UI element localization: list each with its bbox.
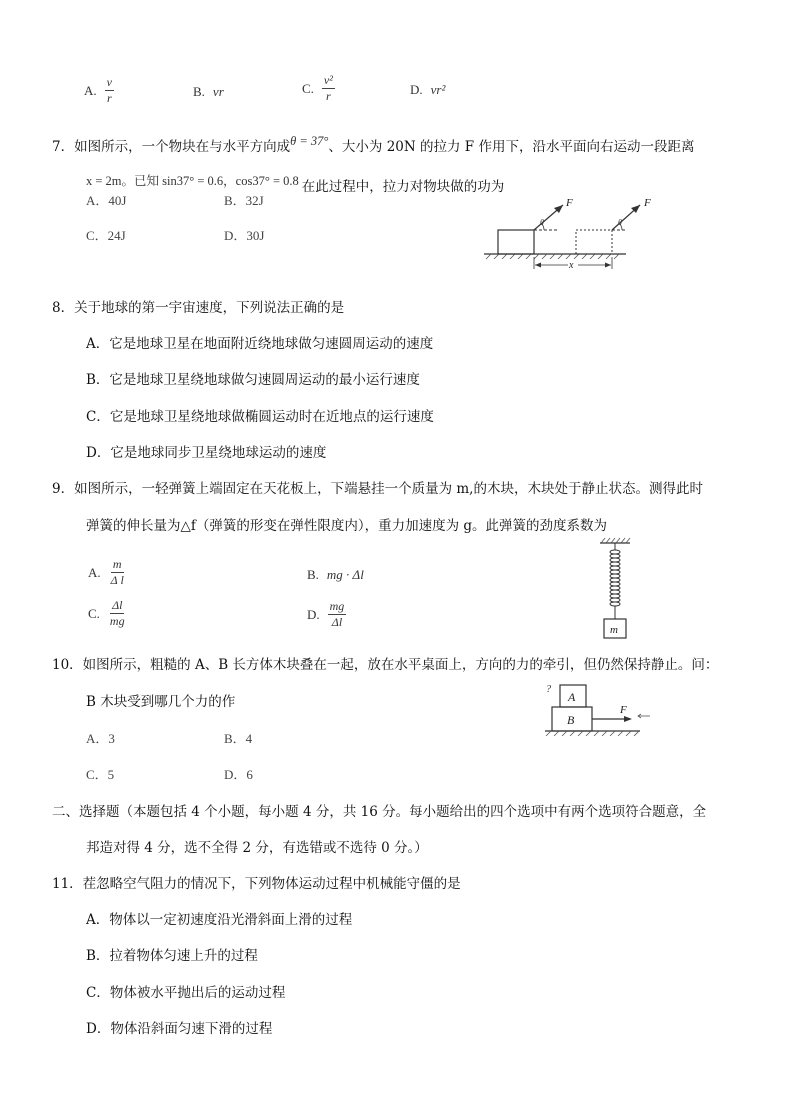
option-label: C. bbox=[302, 80, 314, 96]
q10-option-c: C．5 bbox=[86, 767, 115, 782]
fraction: $\frac{mg}{\Delta l}$ bbox=[329, 599, 345, 629]
q7-stem-line2: x = 2m。已知 sin37° = 0.6，cos37° = 0.8 在此过程中，拉力对物块做的功为 bbox=[86, 174, 505, 195]
arrowhead-icon bbox=[605, 263, 611, 268]
q11-option-a: A．物体以一定初速度沿光滑斜面上滑的过程 bbox=[86, 912, 353, 928]
q11-option-d: D．物体沿斜面匀速下滑的过程 bbox=[86, 1021, 273, 1037]
block-b-label: B bbox=[567, 713, 575, 727]
q6-option-d bbox=[410, 82, 445, 98]
angle-label: θ bbox=[618, 218, 622, 227]
q9-stem-line2: 弹簧的伸长量为△f（弹簧的形变在弹性限度内），重力加速度为 g。此弹簧的劲度系数为 bbox=[86, 518, 608, 534]
q6-option-a bbox=[84, 76, 114, 105]
block-start bbox=[498, 230, 534, 254]
q7-option-c: C．24J bbox=[86, 228, 126, 243]
q9-stem-line1: 9．如图所示，一轻弹簧上端固定在天花板上，下端悬挂一个质量为 m,的木块，木块处于静止状态。测得此时 bbox=[52, 481, 703, 497]
q9-option-b bbox=[307, 567, 364, 583]
q11-option-b: B．拉着物体匀速上升的过程 bbox=[86, 948, 258, 964]
fraction: $\frac{\Delta l}{mg}$ bbox=[109, 598, 125, 628]
option-label: B. bbox=[193, 84, 205, 99]
force-label: F bbox=[644, 197, 651, 209]
option-label: C. bbox=[88, 605, 100, 621]
q9-option-c bbox=[88, 599, 127, 628]
q7-option-a: A．40J bbox=[86, 193, 127, 208]
q6-option-c bbox=[302, 74, 335, 103]
q7-figure-block-pull bbox=[480, 193, 651, 273]
q11-option-c: C．物体被水平抛出后的运动过程 bbox=[86, 985, 286, 1001]
q7-option-d: D．30J bbox=[224, 228, 265, 243]
q8-option-d: D．它是地球同步卫星绕地球运动的速度 bbox=[86, 445, 327, 461]
q8-option-c: C．它是地球卫星绕地球做椭圆运动时在近地点的运行速度 bbox=[86, 409, 434, 425]
q11-stem: 11．茬忽略空气阻力的情况下，下列物体运动过程中机械能守僵的是 bbox=[52, 876, 461, 892]
section2-heading-line1: 二、选择题（本题包括 4 个小题，每小题 4 分，共 16 分。每小题给出的四个选项中有两个选项符合题意，全 bbox=[52, 804, 707, 820]
force-label: F bbox=[620, 704, 627, 716]
option-label: D. bbox=[410, 82, 423, 97]
ceiling-hatching bbox=[601, 538, 630, 543]
q8-option-b: B．它是地球卫星绕地球做匀速圆周运动的最小运行速度 bbox=[86, 372, 420, 388]
option-label: B. bbox=[307, 567, 319, 582]
option-expression: mg · Δl bbox=[326, 567, 364, 582]
fraction: $\frac{m}{\text{Δ l}}$ bbox=[110, 557, 124, 587]
q10-figure-stacked-blocks bbox=[540, 680, 655, 740]
q8-stem: 8．关于地球的第一宇宙速度，下列说法正确的是 bbox=[52, 300, 345, 316]
q9-figure-spring-mass bbox=[590, 537, 640, 642]
q10-stem-line1: 10．如图所示，粗糙的 A、B 长方体木块叠在一起，放在水平桌面上，方向的力的牵引，但仍然保持静止。问： bbox=[52, 657, 719, 673]
option-expression: vr² bbox=[430, 82, 446, 97]
option-expression: vr bbox=[212, 84, 224, 99]
section2-heading-line2: 邦造对得 4 分，选不全得 2 分，有选错或不选待 0 分。） bbox=[86, 840, 428, 856]
arrowhead-icon bbox=[624, 716, 632, 722]
q10-option-a: A．3 bbox=[86, 731, 115, 746]
option-label: D. bbox=[307, 606, 320, 622]
q9-option-a bbox=[88, 558, 126, 587]
spring-coils bbox=[610, 550, 620, 606]
fraction: $\frac{\text{v²}}{r}$ bbox=[323, 73, 333, 103]
option-label: A. bbox=[88, 564, 101, 580]
angle-label: θ bbox=[540, 218, 544, 227]
ground-hatching bbox=[486, 254, 619, 259]
q7-option-b: B．32J bbox=[224, 193, 264, 208]
block-a-label: A bbox=[568, 690, 576, 704]
q10-option-d: D．6 bbox=[224, 767, 253, 782]
mass-label: m bbox=[610, 624, 618, 636]
force-label: F bbox=[566, 197, 573, 209]
q10-stem-line2: B 木块受到哪几个力的作 bbox=[86, 694, 236, 710]
q9-option-d bbox=[307, 600, 346, 629]
distance-label: x bbox=[569, 260, 574, 271]
question-mark: ? bbox=[546, 684, 551, 695]
fraction: $\frac{v}{r}$ bbox=[106, 75, 112, 105]
block-end bbox=[576, 230, 612, 254]
q6-option-b bbox=[193, 84, 224, 100]
arrowhead-icon bbox=[535, 263, 541, 268]
q7-angle-expression: θ = 37° bbox=[290, 134, 329, 148]
q8-option-a: A．它是地球卫星在地面附近绕地球做匀速圆周运动的速度 bbox=[86, 336, 434, 352]
table-hatching bbox=[546, 731, 639, 736]
q7-stem-line1: 7．如图所示，一个物块在与水平方向成θ = 37°、大小为 20N 的拉力 F 作用下，沿水平面向右运动一段距离 bbox=[52, 134, 695, 155]
q7-given-expression: x = 2m。已知 sin37° = 0.6，cos37° = 0.8 bbox=[86, 174, 299, 188]
option-label: A. bbox=[84, 82, 97, 98]
q10-option-b: B．4 bbox=[224, 731, 253, 746]
